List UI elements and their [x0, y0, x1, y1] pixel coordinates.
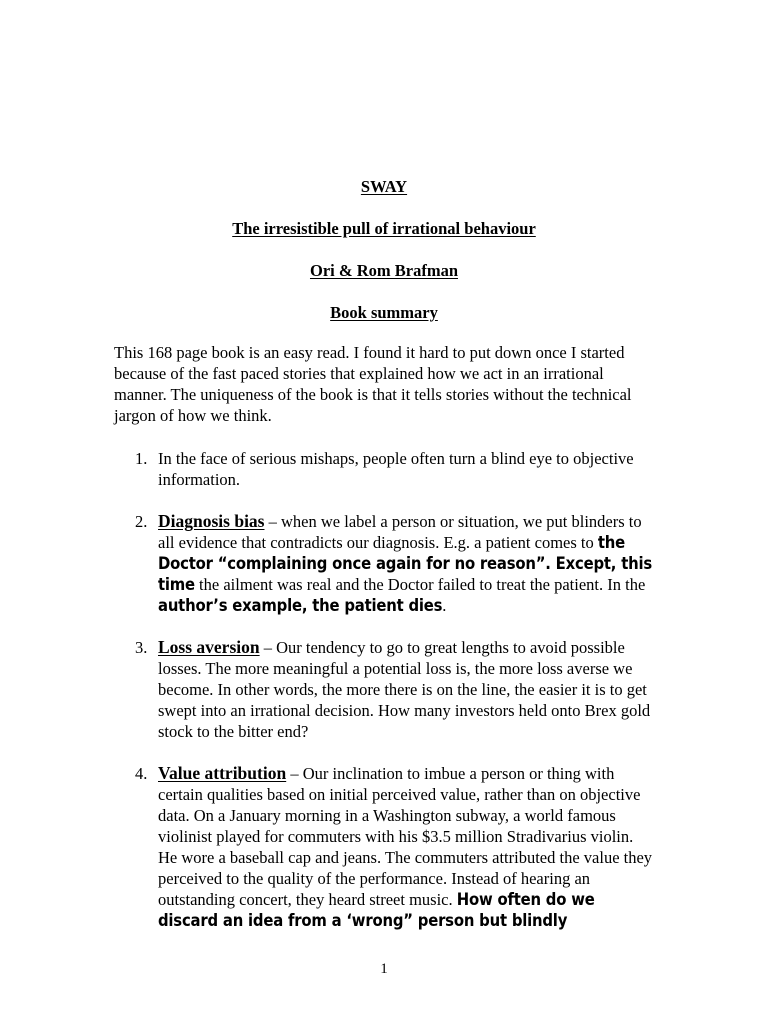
list-item-text: – Our tendency to go to great lengths to avoid possible losses. The more meaningful a potential loss is, the more loss averse we become. In other words, the more there is on the line, the easier it is to get swept into an irrational decision. How many investors held onto Brex gold stock to the bitter end? [158, 638, 651, 741]
list-item-text-end: . [442, 596, 447, 615]
document-authors: Ori & Rom Brafman [309, 261, 459, 280]
list-item-text: In the face of serious mishaps, people often turn a blind eye to objective information. [158, 449, 634, 489]
list-item-bold-text: How often do we discard an idea from a ‘wrong” person but blindly [158, 890, 595, 930]
list-item-text: – Our inclination to imbue a person or thing with certain qualities based on initial perceived value, rather than on objective data. On a January morning in a Washington subway, a world famous violinist played for commuters with his $3.5 million Stradivarius violin. He wore a baseball cap and jeans. The commuters attributed the value they perceived to the quality of the performance. Instead of hearing an outstanding concert, they heard street music. [158, 764, 653, 909]
document-type-heading: Book summary [330, 303, 438, 322]
list-item-text-continued: the ailment was real and the Doctor failed to treat the patient. In the [194, 575, 646, 594]
list-item-keyword: Value attribution [158, 763, 287, 783]
page-number: 1 [380, 961, 388, 977]
document-title: SWAY [360, 177, 408, 196]
document-subtitle: The irresistible pull of irrational behaviour [232, 219, 536, 238]
list-item [114, 637, 654, 742]
list-item-bold-text-continued: author’s example, the patient dies [158, 596, 443, 615]
list-item-bold-text: the Doctor “complaining once again for no reason”. Except, this time [158, 533, 652, 594]
intro-paragraph: This 168 page book is an easy read. I found it hard to put down once I started because of the fast paced stories that explained how we act in an irrational manner. The uniqueness of the book is that it tells stories without the technical jargon of how we think. [114, 343, 632, 425]
list-item [114, 511, 654, 616]
list-item-keyword: Loss aversion [158, 637, 260, 657]
list-item-keyword: Diagnosis bias [158, 511, 265, 531]
summary-list [114, 448, 654, 952]
list-item [114, 763, 654, 931]
list-item-text: – when we label a person or situation, we put blinders to all evidence that contradicts our diagnosis. E.g. a patient comes to [158, 512, 642, 552]
list-item-number: 3. [135, 638, 148, 657]
list-item-number: 1. [135, 449, 148, 468]
list-item [114, 448, 654, 490]
list-item-number: 4. [135, 764, 148, 783]
list-item-number: 2. [135, 512, 148, 531]
